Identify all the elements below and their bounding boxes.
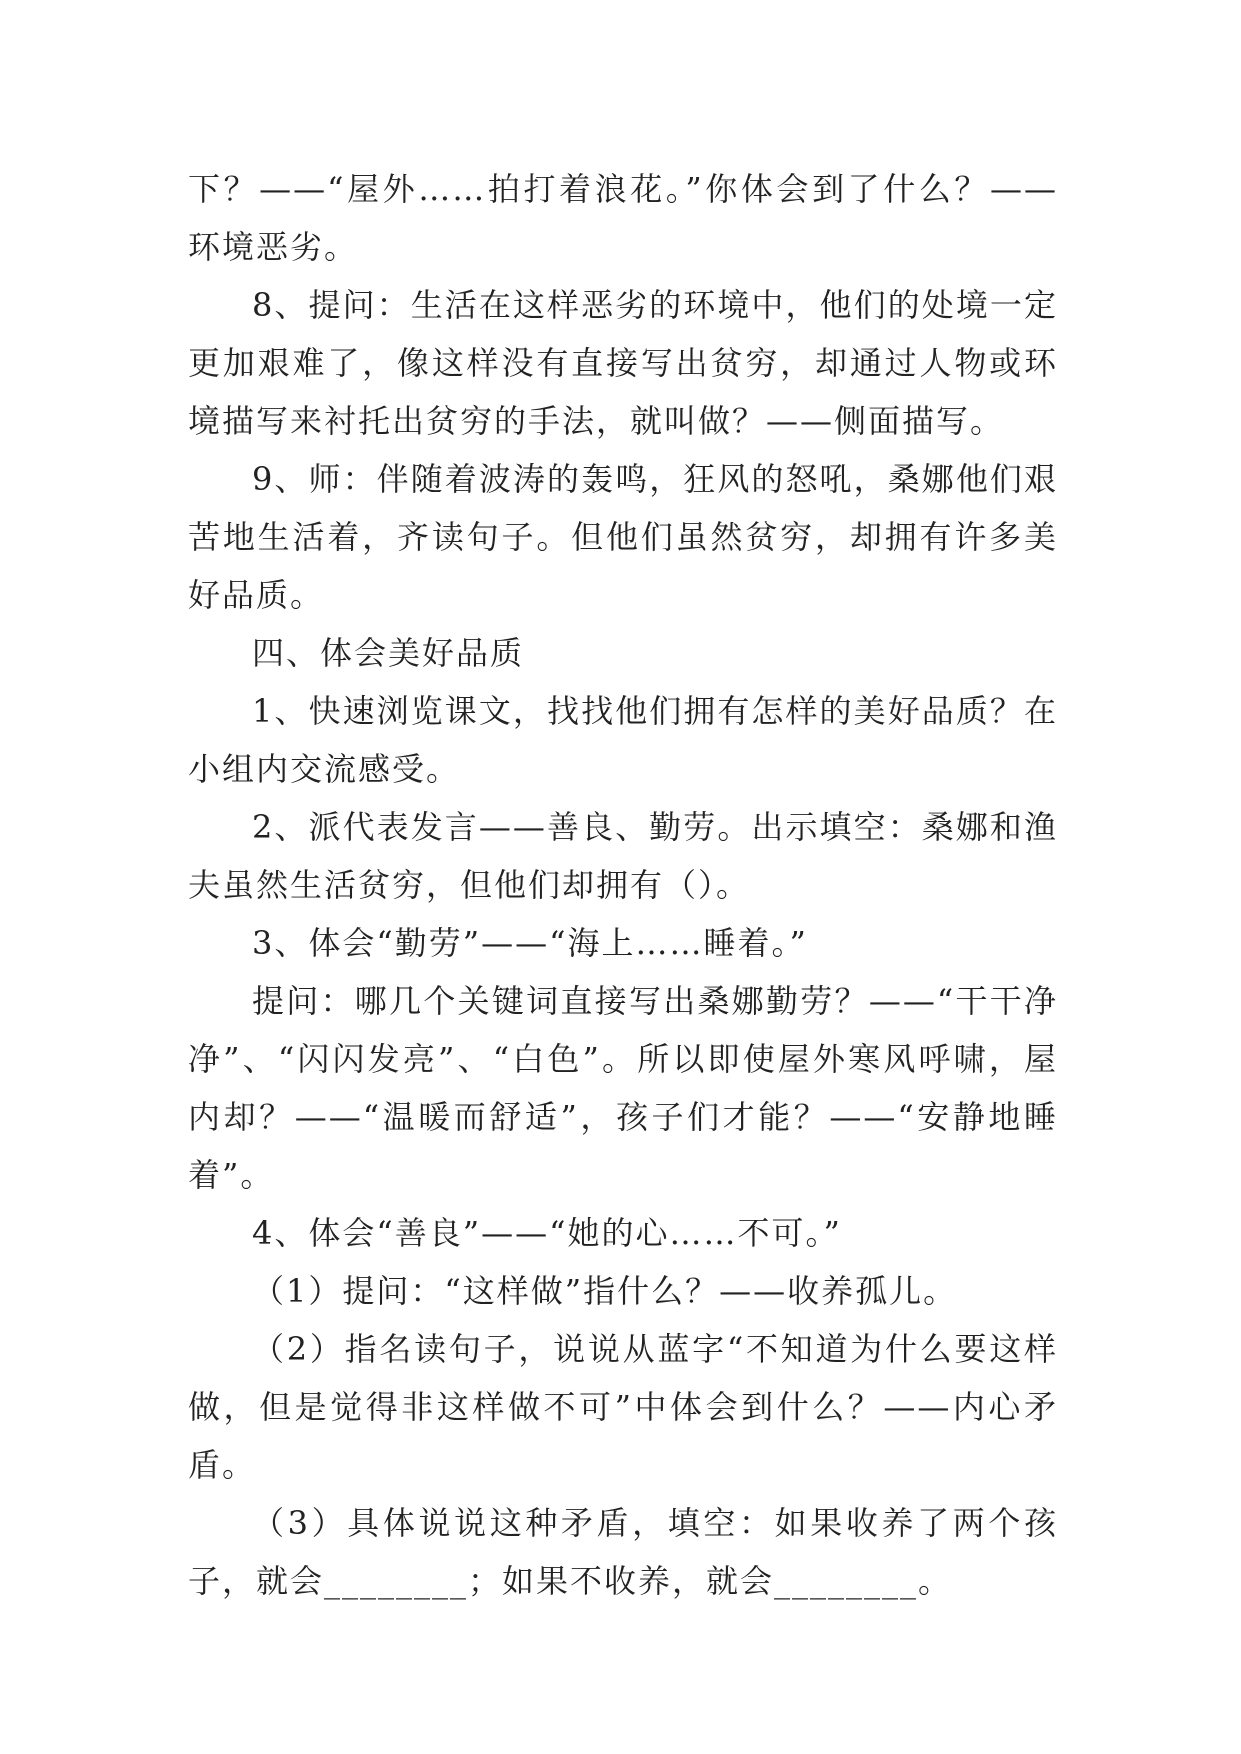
paragraph: 下？——“屋外……拍打着浪花。”你体会到了什么？——环境恶劣。	[188, 170, 1058, 266]
paragraph: 9、师：伴随着波涛的轰鸣，狂风的怒吼，桑娜他们艰苦地生活着，齐读句子。但他们虽然贫穷，却拥有许多美好品质。	[188, 460, 1058, 614]
paragraph: 1、快速浏览课文，找找他们拥有怎样的美好品质？在小组内交流感受。	[188, 692, 1058, 788]
paragraph: （1）提问：“这样做”指什么？——收养孤儿。	[252, 1272, 958, 1310]
paragraph: （3）具体说说这种矛盾，填空：如果收养了两个孩子，就会________；如果不收养，就会________。	[188, 1504, 1058, 1600]
paragraph: 8、提问：生活在这样恶劣的环境中，他们的处境一定更加艰难了，像这样没有直接写出贫穷，却通过人物或环境描写来衬托出贫穷的手法，就叫做？——侧面描写。	[188, 286, 1058, 440]
paragraph: （2）指名读句子，说说从蓝字“不知道为什么要这样做，但是觉得非这样做不可”中体会到什么？——内心矛盾。	[188, 1330, 1058, 1484]
document-body	[188, 160, 1058, 1610]
paragraph: 2、派代表发言——善良、勤劳。出示填空：桑娜和渔夫虽然生活贫穷，但他们却拥有（）。	[188, 808, 1058, 904]
paragraph: 提问：哪几个关键词直接写出桑娜勤劳？——“干干净净”、“闪闪发亮”、“白色”。所以即使屋外寒风呼啸，屋内却？——“温暖而舒适”，孩子们才能？——“安静地睡着”。	[188, 982, 1058, 1194]
paragraph: 4、体会“善良”——“她的心……不可。”	[252, 1214, 842, 1252]
paragraph: 3、体会“勤劳”——“海上……睡着。”	[252, 924, 808, 962]
section-heading: 四、体会美好品质	[252, 634, 525, 672]
